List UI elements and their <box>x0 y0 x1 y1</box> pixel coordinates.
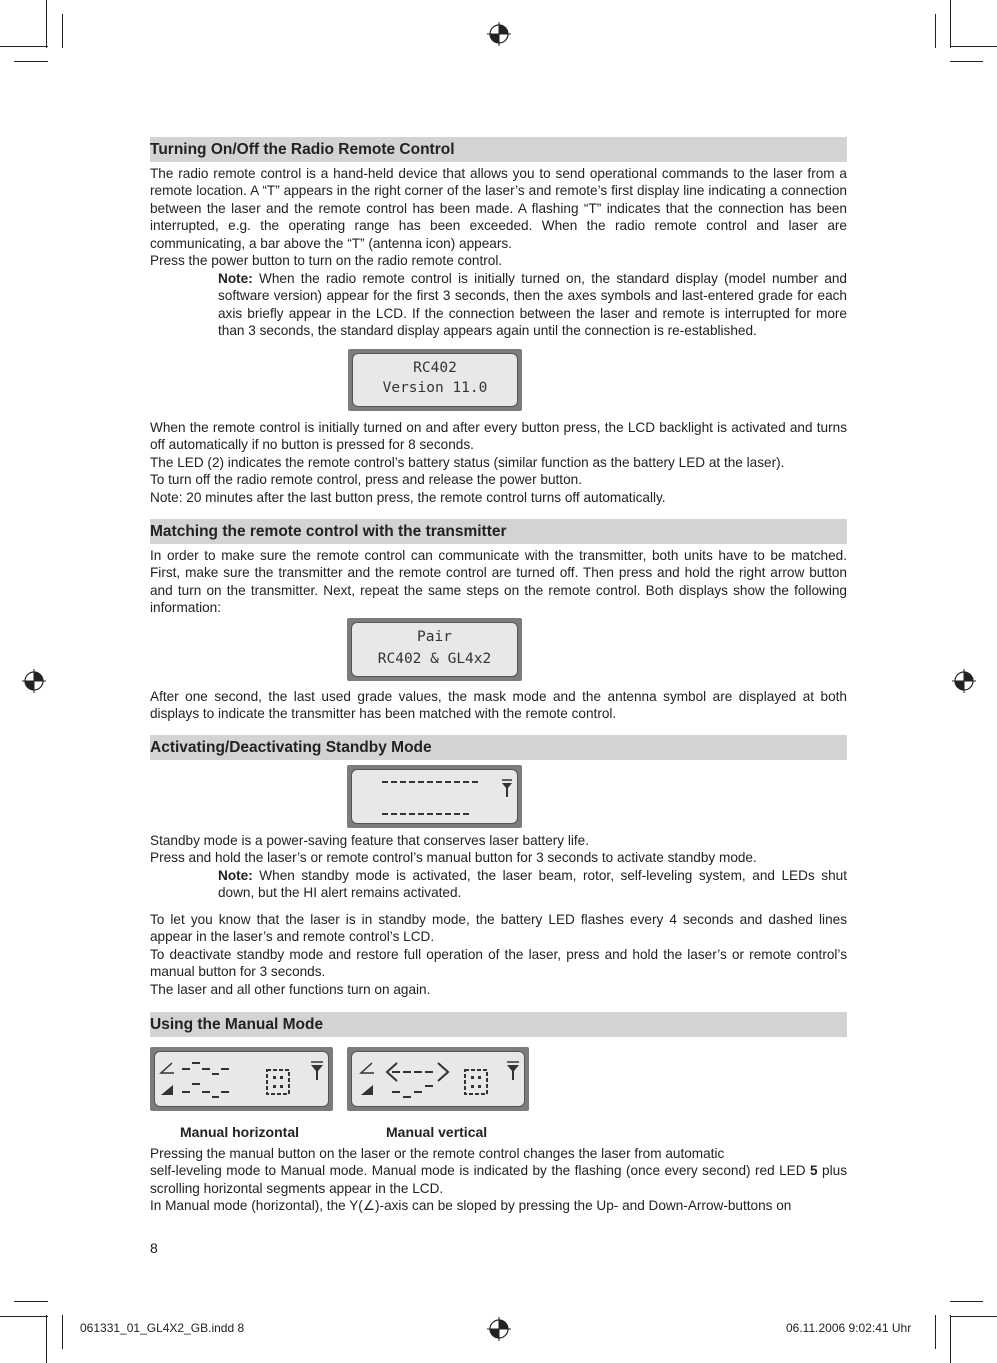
standby-note <box>218 867 847 902</box>
lcd-display-version <box>348 349 522 411</box>
caption-manual-horizontal: Manual horizontal <box>180 1124 299 1140</box>
paragraph: In order to make sure the remote control can communicate with the transmitter, both units have to be matched. First, make sure the transmitter and the remote control are turned off. Then press and hold the right arrow button and turn on the transmitter. Next, repeat the same steps on the remote control. Both displays show the following information: <box>150 548 847 616</box>
note-text: When the radio remote control is initially turned on, the standard display (model number and software version) appear for the first 3 seconds, then the axes symbols and last-entered grade for each axis briefly appear in the LCD. If the connection between the laser and remote is interrupted for more than 3 seconds, the standard display appears again until the connection is re-established. <box>218 271 847 339</box>
slope-triangle-icon <box>161 1085 173 1095</box>
lcd-display-standby <box>347 765 522 828</box>
angle-icon <box>361 1063 374 1073</box>
lcd-line: Pair <box>417 629 452 645</box>
slope-triangle-icon <box>361 1085 373 1095</box>
note-label: Note: <box>218 271 253 286</box>
double-arrow-icon <box>387 1063 448 1081</box>
paragraph: In Manual mode (horizontal), the Y(∠)-axis can be sloped by pressing the Up- and Down-Arrow-buttons on <box>150 1198 792 1214</box>
paragraph: Note: 20 minutes after the last button press, the remote control turns off automatically. <box>150 489 666 505</box>
caption-manual-vertical: Manual vertical <box>386 1124 488 1140</box>
registration-mark-icon <box>487 22 511 46</box>
section-title: Matching the remote control with the transmitter <box>150 523 507 540</box>
paragraph: To let you know that the laser is in standby mode, the battery LED flashes every 4 seconds and dashed lines appear in the laser’s and remote control’s LCD. <box>150 912 847 945</box>
paragraph: To deactivate standby mode and restore full operation of the laser, press and hold the laser’s or remote control’s manual button for 3 seconds. <box>150 946 847 980</box>
standby-details-paragraph <box>150 911 847 998</box>
antenna-icon <box>311 1062 323 1080</box>
footer-file-info: 061331_01_GL4X2_GB.indd 8 <box>80 1321 245 1335</box>
registration-mark-icon <box>22 669 46 693</box>
note-label: Note: <box>218 868 253 883</box>
lcd-line: Version 11.0 <box>382 380 488 396</box>
section-heading-matching <box>150 519 847 544</box>
lcd-display-manual-vertical <box>347 1047 529 1111</box>
note-text: When standby mode is activated, the laser beam, rotor, self-leveling system, and LEDs shut down, but the HI alert remains activated. <box>218 868 847 901</box>
antenna-icon <box>502 780 512 797</box>
paragraph: The LED (2) indicates the remote control’s battery status (similar function as the battery LED at the laser). <box>150 454 785 470</box>
paragraph: Pressing the manual button on the laser or the remote control changes the laser from automatic <box>150 1146 725 1161</box>
text-run: plus scrolling horizontal segments appear in the LCD. <box>150 1163 847 1196</box>
section-title: Activating/Deactivating Standby Mode <box>150 739 432 756</box>
paragraph: The laser and all other functions turn on again. <box>150 981 431 997</box>
paragraph: Standby mode is a power-saving feature that conserves laser battery life. <box>150 833 590 848</box>
paragraph: To turn off the radio remote control, press and release the power button. <box>150 472 582 488</box>
angle-icon <box>161 1063 174 1073</box>
radio-note <box>218 270 847 340</box>
standby-dashes <box>352 770 517 823</box>
lcd-display-manual-horizontal <box>150 1047 333 1111</box>
footer-timestamp: 06.11.2006 9:02:41 Uhr <box>786 1321 912 1335</box>
paragraph: After one second, the last used grade values, the mask mode and the antenna symbol are displayed at both displays to indicate the transmitter has been matched with the remote control. <box>150 689 847 722</box>
paragraph: Press the power button to turn on the radio remote control. <box>150 253 503 269</box>
paragraph: When the remote control is initially turned on and after every button press, the LCD backlight is activated and turns off automatically if no button is pressed for 8 seconds. <box>150 420 847 453</box>
registration-mark-icon <box>487 1317 511 1341</box>
paragraph <box>150 1162 847 1197</box>
text-run: self-leveling mode to Manual mode. Manual mode is indicated by the flashing (once every second) red LED <box>150 1163 811 1179</box>
manual-paragraph <box>150 1145 847 1215</box>
section-title: Turning On/Off the Radio Remote Control <box>150 141 455 158</box>
section-title: Using the Manual Mode <box>150 1016 324 1033</box>
paragraph: Press and hold the laser’s or remote control’s manual button for 3 seconds to activate standby mode. <box>150 850 757 866</box>
registration-mark-icon <box>952 669 976 693</box>
radio-intro-paragraph <box>150 165 847 269</box>
paragraph: The radio remote control is a hand-held device that allows you to send operational commands to the laser from a remote location. A “T” appears in the right corner of the laser’s and remote’s first display line indicating a connection between the laser and the remote control has been made. A flashing “T” indicates that the connection has been interrupted, e.g. the operating range has been exceeded. When the radio remote control and laser are communicating, a bar above the “T” (antenna icon) appears. <box>150 166 847 251</box>
section-heading-manual <box>150 1012 847 1037</box>
page-number: 8 <box>150 1240 158 1256</box>
mask-box-icon <box>267 1070 289 1094</box>
radio-details-paragraph <box>150 419 847 506</box>
lcd-line: RC402 & GL4x2 <box>377 651 492 667</box>
section-heading-radio <box>150 137 847 162</box>
matching-paragraph <box>150 547 847 617</box>
mask-box-icon <box>465 1070 487 1094</box>
led-number: 5 <box>810 1163 818 1179</box>
lcd-display-pair <box>347 618 522 681</box>
antenna-icon <box>507 1062 519 1080</box>
matching-result-paragraph <box>150 688 847 723</box>
lcd-line: RC402 <box>413 360 457 376</box>
standby-paragraph <box>150 832 847 867</box>
section-heading-standby <box>150 735 847 760</box>
